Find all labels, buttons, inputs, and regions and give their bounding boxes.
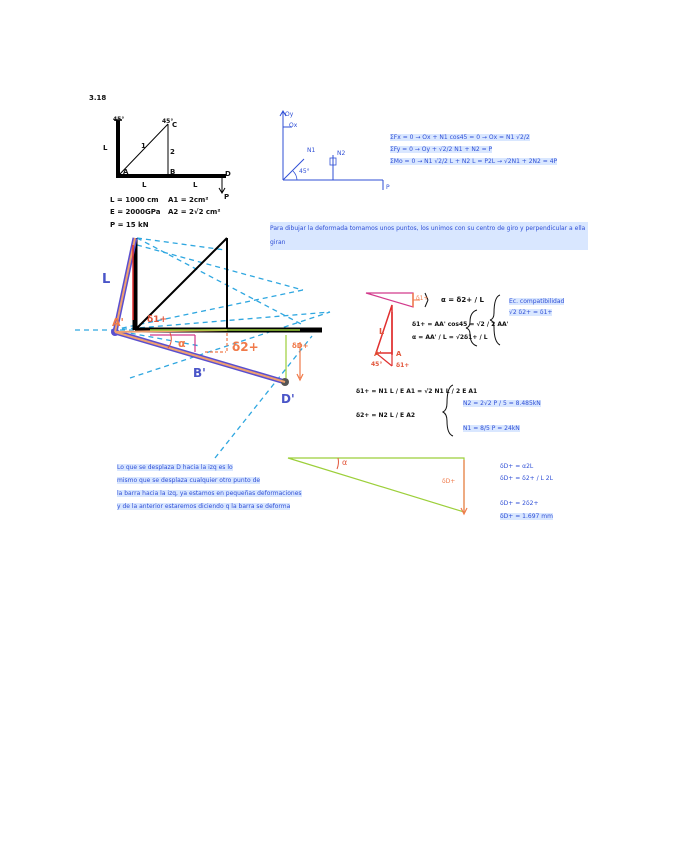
label-top-b: 45° <box>162 118 174 125</box>
label-c: C <box>172 121 178 129</box>
alpha2-equation: α = AA' / L = √2δ1+ / L <box>412 334 488 341</box>
final-eq-2: δD+ = δ2+ / L 2L <box>500 475 553 482</box>
fbd-p: P <box>386 184 390 191</box>
deformed-l: L <box>102 272 111 287</box>
deformed-note: Para dibujar la deformada tomamos unos puntos, los unimos con su centro de giro y perpendicular a ella giran <box>270 222 588 250</box>
bottom-note-line-3: la barra hacia la izq, ya estamos en pequeñas deformaciones <box>117 490 302 497</box>
equation-sum-mo: ΣMo = 0 → N1 √2/2 L + N2 L = P2L → √2N1 + 2N2 = 4P <box>390 158 558 165</box>
final-alpha: α <box>342 458 348 467</box>
final-side: δD+ <box>442 478 456 485</box>
delta2-force-equation: δ2+ = N2 L / E A2 <box>356 412 416 419</box>
problem-figure <box>114 120 226 193</box>
bottom-note-line-2: mismo que se desplaza cualquier otro punto de <box>117 477 261 484</box>
label-n1: 1 <box>141 142 146 150</box>
compat-heading: Ec. compatibilidad <box>509 298 565 305</box>
fbd-n2: N2 <box>337 150 346 157</box>
label-d: D <box>225 170 231 178</box>
deformed-d-prime: D' <box>281 392 295 406</box>
fbd-angle: 45° <box>299 168 310 175</box>
compat-delta-label: δ1+ <box>416 295 429 302</box>
label-b: B <box>170 168 176 176</box>
label-l-side: L <box>103 144 108 152</box>
equation-sum-fy: ΣFy = 0 → Oy + √2/2 N1 + N2 = P <box>390 146 493 153</box>
small-a-prime: A' <box>374 350 382 358</box>
label-p: P <box>224 193 230 201</box>
fbd-n1: N1 <box>307 147 316 154</box>
label-n2: 2 <box>170 148 175 156</box>
final-eq-1: δD+ = α2L <box>500 463 534 470</box>
deformed-a-prime: A' <box>112 316 124 329</box>
label-top-a: 45° <box>113 116 125 123</box>
small-delta: δ1+ <box>396 362 410 369</box>
given-a1: A1 = 2cm² <box>168 196 209 204</box>
label-l-bottom2: L <box>193 181 198 189</box>
fbd-oy: Oy <box>285 111 294 118</box>
n2-result: N2 = 2√2 P / 5 = 8.485kN <box>463 400 541 407</box>
final-eq-3: δD+ = 2δ2+ <box>500 500 539 507</box>
compat-equation: √2 δ2+ = δ1+ <box>509 309 553 316</box>
deformed-delta2: δ2+ <box>232 340 259 354</box>
small-l: L <box>379 327 385 336</box>
delta1-force-equation: δ1+ = N1 L / E A1 = √2 N1 L / 2 E A1 <box>356 388 478 395</box>
bottom-note-line-1: Lo que se desplaza D hacia la izq es lo <box>117 464 233 471</box>
bottom-note-line-4: y de la anterior estaremos diciendo q la barra se deforma <box>117 503 291 510</box>
n1-result: N1 = 8/5 P = 24kN <box>463 425 520 432</box>
given-e: E = 2000GPa <box>110 208 161 216</box>
fbd-ox: Ox <box>289 122 298 129</box>
problem-number: 3.18 <box>89 94 107 102</box>
given-p: P = 15 kN <box>110 221 149 229</box>
given-a2: A2 = 2√2 cm² <box>168 208 221 216</box>
deformed-b-prime: B' <box>193 366 206 380</box>
equation-sum-fx: ΣFx = 0 → Ox + N1 cos45 = 0 → Ox = N1 √2/2 <box>390 134 530 141</box>
label-l-bottom1: L <box>142 181 147 189</box>
small-angle: 45° <box>371 361 383 368</box>
delta1-equation: δ1+ = AA' cos45 = √2 / 2 AA' <box>412 321 509 328</box>
deformed-ds: δD+ <box>292 342 309 350</box>
alpha-equation: α = δ2+ / L <box>441 296 484 304</box>
final-eq-4: δD+ = 1.697 mm <box>500 513 553 520</box>
deformed-delta1: δ1+ <box>147 315 167 325</box>
displacement-triangle <box>288 458 467 514</box>
deformed-alpha: α <box>178 337 186 350</box>
small-a: A <box>396 350 402 358</box>
given-l: L = 1000 cm <box>110 196 159 204</box>
label-a: A <box>123 168 129 176</box>
